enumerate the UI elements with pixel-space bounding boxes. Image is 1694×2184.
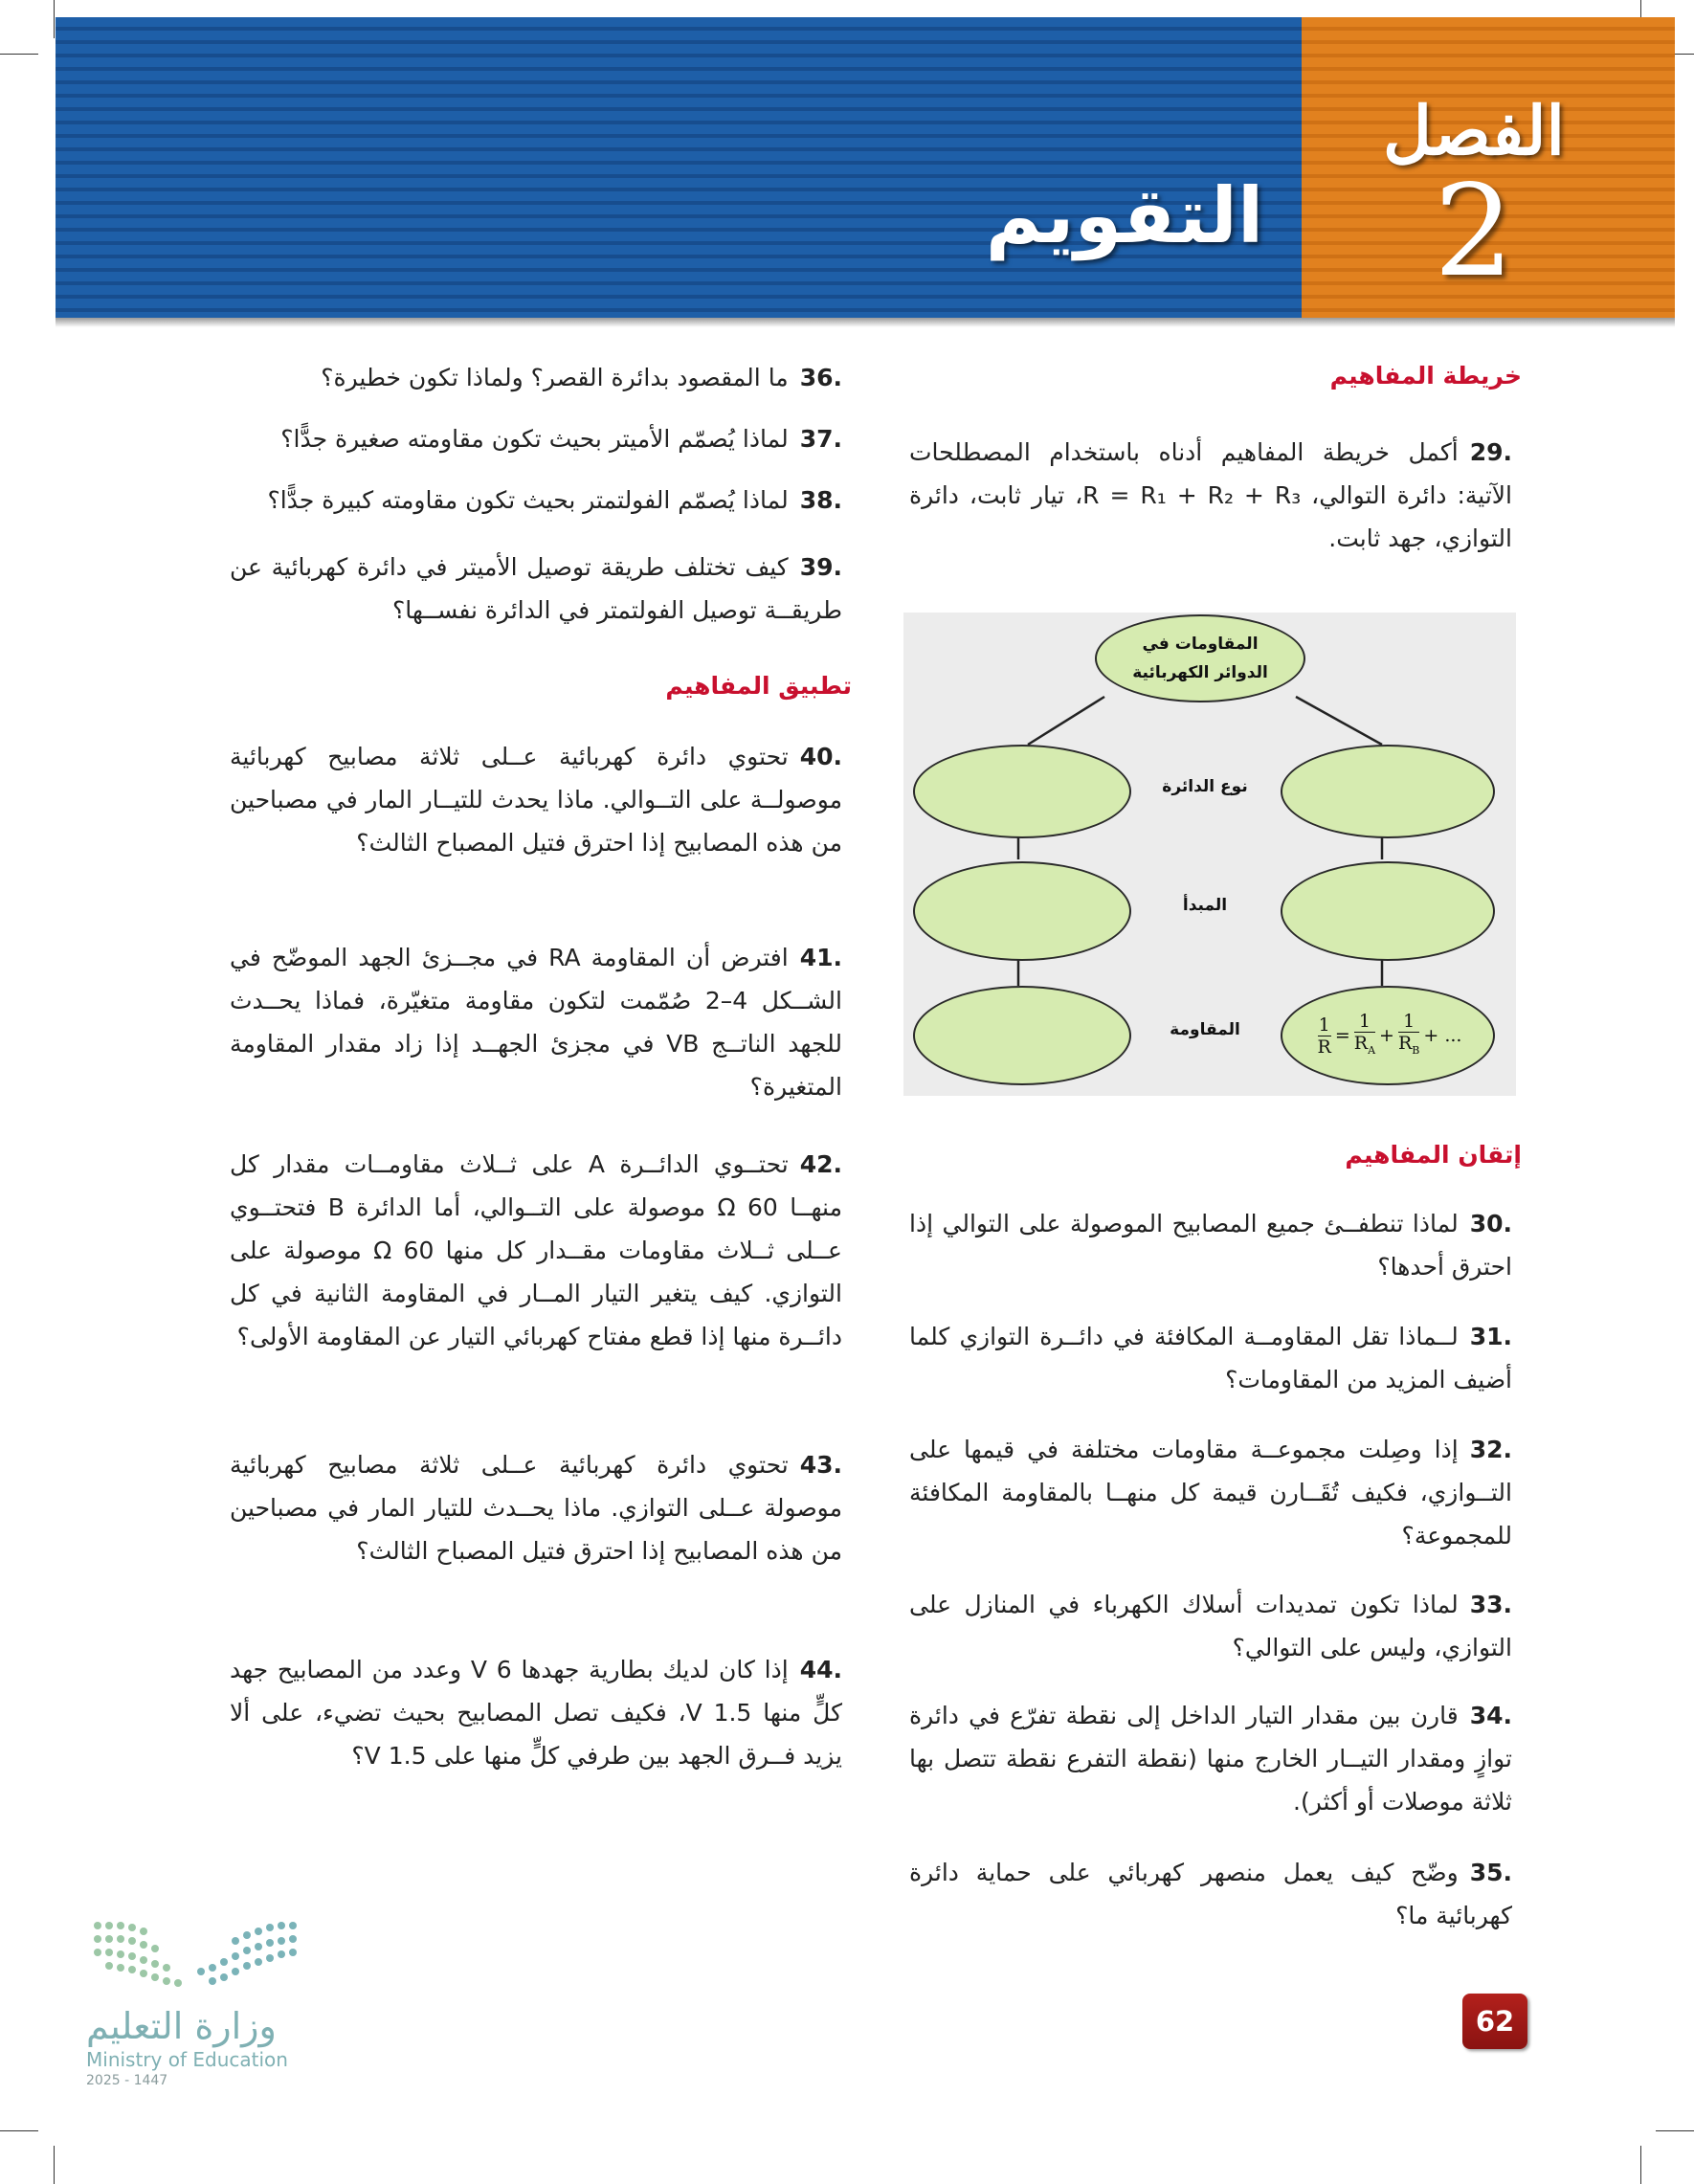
- concept-label-resistance: المقاومة: [1170, 1020, 1240, 1039]
- page-number: 62: [1462, 1994, 1527, 2049]
- question-text: لماذا يُصمّم الفولتمتر بحيث تكون مقاومته كبيرة جدًّا؟: [267, 486, 789, 514]
- ministry-logo: [86, 1914, 316, 2086]
- chapter-label: الفصل: [1383, 91, 1565, 170]
- question-number: .44: [799, 1656, 843, 1683]
- question-number: .38: [799, 486, 842, 514]
- concept-empty-node[interactable]: [1281, 745, 1495, 838]
- question-39: [230, 546, 842, 632]
- question-text: تحتوي دائرة كهربائية عــلى ثلاثة مصابيح كهربائية موصولــة على التــوالي. ماذا يحدث للتيــار المار في مصباحين من هذه المصابيح إذا احترق فتيل المصباح الثالث؟: [230, 743, 842, 857]
- question-text: لماذا تنطفــئ جميع المصابيح الموصولة على التوالي إذا احترق أحدها؟: [909, 1210, 1512, 1281]
- concept-empty-node[interactable]: [1281, 861, 1495, 961]
- question-number: .37: [799, 425, 842, 453]
- concept-root-node: [1095, 614, 1305, 702]
- question-36: [230, 356, 842, 399]
- question-number: .31: [1469, 1323, 1512, 1350]
- concept-label-principle: المبدأ: [1182, 896, 1228, 915]
- crop-mark: [1656, 2130, 1694, 2131]
- question-number: .35: [1469, 1859, 1512, 1886]
- question-text: تحتــوي الدائــرة A على ثــلاث مقاومــات مقدار كل منهــا Ω 60 موصولة على التــوالي، أما الدائرة B فتحتــوي عــلى ثــلاث مقاومات مقــدار كل منها Ω 60 موصولة على التوازي. كيف يتغير التيار المــار في المقاومة الثانية في كل دائــرة منها إذا قطع مفتاح كهربائي التيار عن المقاومة الأولى؟: [230, 1150, 842, 1350]
- chapter-number: 2: [1434, 158, 1514, 305]
- header-banner: [56, 17, 1302, 318]
- question-text: ما المقصود بدائرة القصر؟ ولماذا تكون خطيرة؟: [321, 364, 789, 391]
- section-heading-applying: تطبيق المفاهيم: [665, 672, 852, 700]
- question-30: [909, 1202, 1512, 1288]
- crop-mark: [0, 2130, 38, 2131]
- question-41: [230, 936, 842, 1108]
- question-number: .42: [799, 1150, 842, 1178]
- question-text: لــماذا تقل المقاومــة المكافئة في دائــرة التوازي كلما أضيف المزيد من المقاومات؟: [909, 1323, 1512, 1393]
- concept-empty-node[interactable]: [913, 745, 1131, 838]
- question-number: .34: [1469, 1702, 1512, 1729]
- question-35: [909, 1851, 1512, 1937]
- question-text: إذا كان لديك بطارية جهدها 6 V وعدد من المصابيح جهد كلٍّ منها 1.5 V، فكيف تصل المصابيح بحيث تضيء، على ألا يزيد فــرق الجهد بين طرفي كلٍّ منها على 1.5 V؟: [230, 1656, 842, 1770]
- question-number: .39: [799, 553, 842, 581]
- question-text: وضّح كيف يعمل منصهر كهربائي على حماية دائرة كهربائية ما؟: [909, 1859, 1512, 1929]
- question-29: [909, 431, 1512, 560]
- concept-root-line1: المقاومات في: [1142, 635, 1259, 654]
- question-text: أكمل خريطة المفاهيم أدناه باستخدام المصطلحات الآتية: دائرة التوالي، R = R₁ + R₂ + R₃، تيار ثابت، دائرة التوازي، جهد ثابت.: [909, 438, 1512, 552]
- ministry-name-english: Ministry of Education: [86, 2048, 288, 2071]
- page-title: التقويم: [985, 171, 1264, 260]
- question-33: [909, 1583, 1512, 1669]
- ministry-year: 2025 - 1447: [86, 2073, 168, 2088]
- concept-formula-node: [1281, 986, 1495, 1085]
- fraction-1-over-ra: $\frac{1}{R_A}$: [1353, 1010, 1376, 1057]
- plus-dots: + ...: [1423, 1025, 1462, 1046]
- concept-label-circuit-type: نوع الدائرة: [1162, 777, 1248, 796]
- concept-map: [903, 613, 1516, 1096]
- question-32: [909, 1428, 1512, 1557]
- ministry-dots-icon: [86, 1914, 316, 2000]
- question-38: [230, 479, 842, 522]
- question-text: لماذا يُصمّم الأميتر بحيث تكون مقاومته صغيرة جدًّا؟: [280, 425, 789, 453]
- question-37: [230, 417, 842, 460]
- question-text: قارن بين مقدار التيار الداخل إلى نقطة تفرّع في دائرة توازٍ ومقدار التيــار الخارج منها (نقطة التفرع نقطة تتصل بها ثلاثة موصلات أو أكثر).: [909, 1702, 1512, 1816]
- question-number: .29: [1469, 438, 1512, 466]
- concept-root-line2: الدوائر الكهربائية: [1132, 663, 1268, 682]
- crop-mark: [1640, 2146, 1641, 2184]
- crop-mark: [54, 2146, 55, 2184]
- question-number: .36: [799, 364, 842, 391]
- question-40: [230, 735, 842, 864]
- question-number: .30: [1469, 1210, 1512, 1237]
- question-43: [230, 1443, 842, 1572]
- header-shadow: [56, 318, 1675, 327]
- equals-sign: =: [1334, 1025, 1350, 1046]
- question-text: إذا وصِلت مجموعــة مقاومات مختلفة في قيمها على التــوازي، فكيف تُقَــارن قيمة كل منهــا بالمقاومة المكافئة للمجموعة؟: [909, 1436, 1512, 1549]
- question-44: [230, 1648, 842, 1777]
- concept-empty-node[interactable]: [913, 861, 1131, 961]
- question-number: .33: [1469, 1591, 1512, 1618]
- question-text: كيف تختلف طريقة توصيل الأميتر في دائرة كهربائية عن طريقــة توصيل الفولتمتر في الدائرة نفســها؟: [230, 553, 842, 624]
- fraction-1-over-rb: $\frac{1}{R_B}$: [1397, 1010, 1420, 1057]
- question-number: .32: [1469, 1436, 1512, 1463]
- question-text: لماذا تكون تمديدات أسلاك الكهرباء في المنازل على التوازي، وليس على التوالي؟: [909, 1591, 1512, 1661]
- question-text: افترض أن المقاومة RA في مجــزئ الجهد الموضّح في الشــكل 4–2 صُمّمت لتكون مقاومة متغيّرة، فماذا يحــدث للجهد الناتــج VB في مجزئ الجهــد إذا زاد مقدار المقاومة المتغيرة؟: [230, 944, 842, 1101]
- question-42: [230, 1143, 842, 1358]
- question-number: .40: [799, 743, 842, 770]
- section-heading-concept-map: خريطة المفاهيم: [1329, 362, 1522, 390]
- question-text: تحتوي دائرة كهربائية عــلى ثلاثة مصابيح كهربائية موصولة عــلى التوازي. ماذا يحــدث للتيار المار في مصباحين من هذه المصابيح إذا احترق فتيل المصباح الثالث؟: [230, 1451, 842, 1565]
- question-31: [909, 1315, 1512, 1401]
- crop-mark: [0, 54, 38, 55]
- question-number: .41: [799, 944, 842, 971]
- question-34: [909, 1694, 1512, 1823]
- plus-sign: +: [1379, 1025, 1394, 1046]
- section-heading-mastering: إتقان المفاهيم: [1345, 1141, 1522, 1169]
- concept-empty-node[interactable]: [913, 986, 1131, 1085]
- question-number: .43: [799, 1451, 842, 1479]
- crop-mark: [54, 0, 55, 38]
- ministry-name-arabic: وزارة التعليم: [86, 2005, 277, 2047]
- fraction-1-over-r: $\frac{1}{R}$: [1317, 1014, 1331, 1058]
